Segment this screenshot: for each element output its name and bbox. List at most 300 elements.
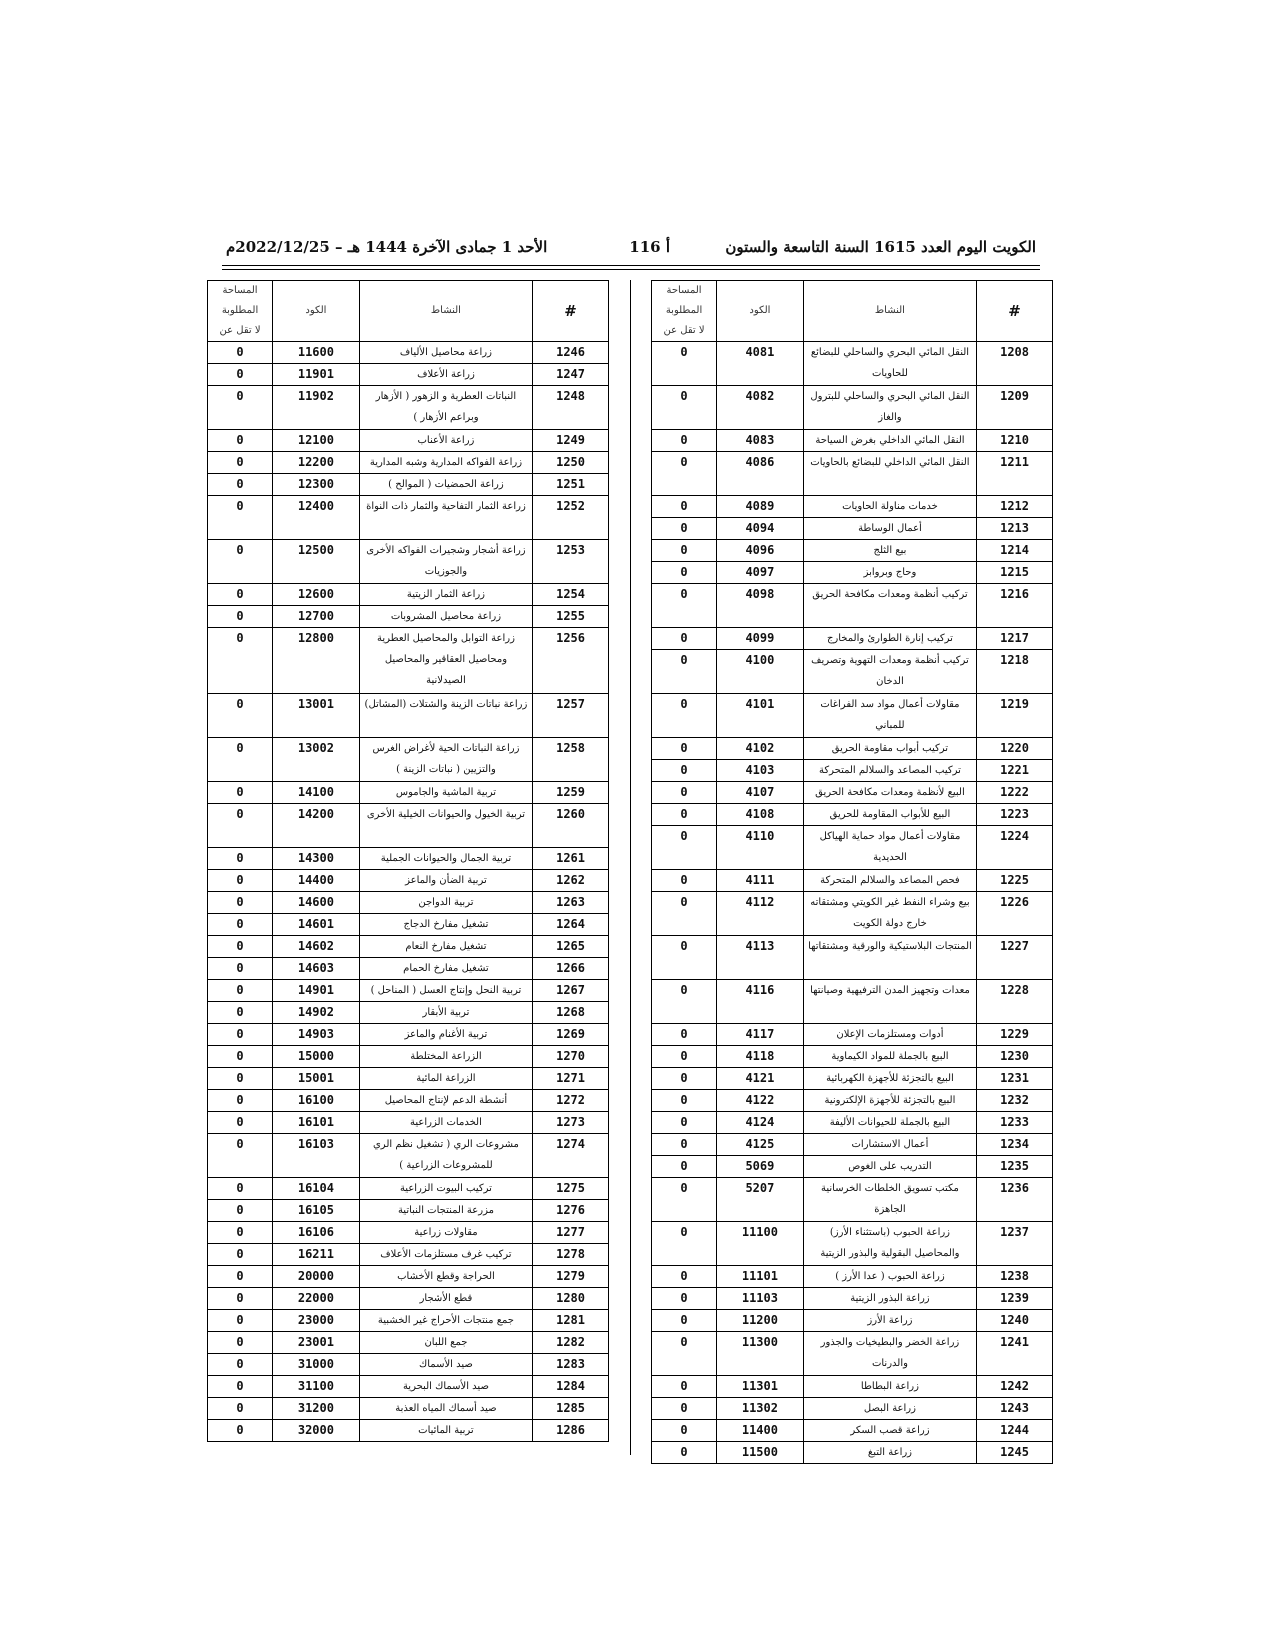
- table-row: [652, 1046, 1053, 1068]
- table-row: [652, 1288, 1053, 1310]
- activity-name: قطع الأشجار: [359, 1288, 532, 1310]
- row-number: 1272: [533, 1090, 609, 1112]
- activity-code: 14200: [273, 804, 360, 848]
- row-number: 1282: [533, 1332, 609, 1354]
- activity-name: تربية الجمال والحيوانات الجملية: [359, 848, 532, 870]
- activity-name: زراعة التوابل والمحاصيل العطرية ومحاصيل العقاقير والمحاصيل الصيدلانية: [359, 628, 532, 694]
- row-number: 1262: [533, 870, 609, 892]
- activity-name: زراعة البطاطا: [803, 1376, 976, 1398]
- activity-name: زراعة البذور الزيتية: [803, 1288, 976, 1310]
- row-number: 1250: [533, 452, 609, 474]
- row-number: 1232: [977, 1090, 1053, 1112]
- min-area: 0: [652, 826, 717, 870]
- table-row: [652, 936, 1053, 980]
- activity-code: 11302: [717, 1398, 804, 1420]
- activity-name: زراعة قصب السكر: [803, 1420, 976, 1442]
- table-row: [652, 980, 1053, 1024]
- header-area-line2: المطلوبة: [665, 305, 703, 316]
- activity-name: زراعة الأعناب: [359, 430, 532, 452]
- row-number: 1246: [533, 342, 609, 364]
- table-row: [208, 1112, 609, 1134]
- row-number: 1240: [977, 1310, 1053, 1332]
- row-number: 1253: [533, 540, 609, 584]
- activity-code: 11300: [717, 1332, 804, 1376]
- activity-code: 14902: [273, 1002, 360, 1024]
- row-number: 1254: [533, 584, 609, 606]
- min-area: 0: [652, 540, 717, 562]
- row-number: 1224: [977, 826, 1053, 870]
- row-number: 1259: [533, 782, 609, 804]
- table-row: [208, 848, 609, 870]
- row-number: 1278: [533, 1244, 609, 1266]
- header-rule-thin: [222, 269, 1040, 270]
- table-row: [652, 1068, 1053, 1090]
- table-row: [208, 694, 609, 738]
- activity-name: زراعة الأرز: [803, 1310, 976, 1332]
- min-area: 0: [652, 496, 717, 518]
- activity-code: 4097: [717, 562, 804, 584]
- table-row: [208, 980, 609, 1002]
- activity-code: 5069: [717, 1156, 804, 1178]
- activity-code: 4124: [717, 1112, 804, 1134]
- header-area-line3: لا تقل عن: [663, 325, 705, 336]
- min-area: 0: [652, 386, 717, 430]
- activity-code: 14600: [273, 892, 360, 914]
- row-number: 1266: [533, 958, 609, 980]
- min-area: 0: [208, 452, 273, 474]
- activity-code: 4089: [717, 496, 804, 518]
- row-number: 1243: [977, 1398, 1053, 1420]
- row-number: 1281: [533, 1310, 609, 1332]
- activity-code: 4125: [717, 1134, 804, 1156]
- issue-date: الأحد 1 جمادى الآخرة 1444 هـ – 2022/12/25م: [226, 238, 548, 256]
- header-area-line2: المطلوبة: [221, 305, 259, 316]
- row-number: 1212: [977, 496, 1053, 518]
- activity-name: فحص المصاعد والسلالم المتحركة: [803, 870, 976, 892]
- min-area: 0: [652, 936, 717, 980]
- activity-name: زراعة محاصيل الألياف: [359, 342, 532, 364]
- row-number: 1283: [533, 1354, 609, 1376]
- table-row: [208, 1376, 609, 1398]
- row-number: 1239: [977, 1288, 1053, 1310]
- activity-name: زراعة نباتات الزينة والشتلات (المشاتل): [359, 694, 532, 738]
- row-number: 1258: [533, 738, 609, 782]
- row-number: 1211: [977, 452, 1053, 496]
- table-row: [652, 1398, 1053, 1420]
- table-row: [208, 430, 609, 452]
- table-row: [652, 804, 1053, 826]
- min-area: 0: [208, 1310, 273, 1332]
- row-number: 1270: [533, 1046, 609, 1068]
- table-row: [652, 1376, 1053, 1398]
- row-number: 1226: [977, 892, 1053, 936]
- activity-name: البيع لأنظمة ومعدات مكافحة الحريق: [803, 782, 976, 804]
- row-number: 1228: [977, 980, 1053, 1024]
- min-area: 0: [208, 474, 273, 496]
- row-number: 1263: [533, 892, 609, 914]
- activity-name: أعمال الوساطة: [803, 518, 976, 540]
- activity-code: 4102: [717, 738, 804, 760]
- activity-code: 12700: [273, 606, 360, 628]
- min-area: 0: [208, 1420, 273, 1442]
- table-row: [208, 1134, 609, 1178]
- table-row: [208, 1332, 609, 1354]
- row-number: 1242: [977, 1376, 1053, 1398]
- min-area: 0: [208, 342, 273, 364]
- activity-name: تشغيل مفارخ الحمام: [359, 958, 532, 980]
- table-row: [208, 1178, 609, 1200]
- table-row: [652, 540, 1053, 562]
- header-code: الكود: [273, 281, 360, 342]
- min-area: 0: [652, 1398, 717, 1420]
- table-row: [208, 1310, 609, 1332]
- activity-code: 23001: [273, 1332, 360, 1354]
- min-area: 0: [208, 540, 273, 584]
- row-number: 1213: [977, 518, 1053, 540]
- min-area: 0: [208, 782, 273, 804]
- table-row: [208, 1222, 609, 1244]
- table-row: [208, 1002, 609, 1024]
- row-number: 1217: [977, 628, 1053, 650]
- table-row: [652, 562, 1053, 584]
- activity-code: 20000: [273, 1266, 360, 1288]
- activity-name: زراعة الحمضيات ( الموالح ): [359, 474, 532, 496]
- row-number: 1245: [977, 1442, 1053, 1464]
- min-area: 0: [208, 1068, 273, 1090]
- row-number: 1274: [533, 1134, 609, 1178]
- row-number: 1248: [533, 386, 609, 430]
- header-area-line1: المساحة: [222, 285, 258, 296]
- activity-name: بيع وشراء النفط غير الكويتي ومشتقاته خارج دولة الكويت: [803, 892, 976, 936]
- activity-code: 14602: [273, 936, 360, 958]
- min-area: 0: [208, 694, 273, 738]
- activity-name: تشغيل مفارخ النعام: [359, 936, 532, 958]
- row-number: 1265: [533, 936, 609, 958]
- table-row: [652, 826, 1053, 870]
- min-area: 0: [208, 1002, 273, 1024]
- column-divider: [630, 280, 631, 1455]
- activity-name: تركيب المصاعد والسلالم المتحركة: [803, 760, 976, 782]
- row-number: 1216: [977, 584, 1053, 628]
- activity-name: أعمال الاستشارات: [803, 1134, 976, 1156]
- min-area: 0: [208, 1266, 273, 1288]
- row-number: 1249: [533, 430, 609, 452]
- min-area: 0: [208, 364, 273, 386]
- activity-name: معدات وتجهيز المدن الترفيهية وصيانتها: [803, 980, 976, 1024]
- min-area: 0: [652, 1420, 717, 1442]
- activity-code: 11100: [717, 1222, 804, 1266]
- min-area: 0: [208, 1288, 273, 1310]
- activity-name: زراعة محاصيل المشروبات: [359, 606, 532, 628]
- header-num: #: [977, 281, 1053, 342]
- header-area-line1: المساحة: [666, 285, 702, 296]
- activity-name: زراعة أشجار وشجيرات الفواكه الأخرى والجوزيات: [359, 540, 532, 584]
- activity-name: بيع الثلج: [803, 540, 976, 562]
- activity-code: 12300: [273, 474, 360, 496]
- activity-code: 15000: [273, 1046, 360, 1068]
- gazette-title: الكويت اليوم العدد 1615 السنة التاسعة والستون: [725, 238, 1036, 256]
- min-area: 0: [652, 738, 717, 760]
- header-activity: النشاط: [359, 281, 532, 342]
- table-row: [652, 452, 1053, 496]
- table-row: [652, 518, 1053, 540]
- min-area: 0: [208, 914, 273, 936]
- table-row: [208, 936, 609, 958]
- activity-code: 14903: [273, 1024, 360, 1046]
- activity-name: النقل المائي البحري والساحلي للبضائع للحاويات: [803, 342, 976, 386]
- activity-name: صيد الأسماك: [359, 1354, 532, 1376]
- min-area: 0: [652, 870, 717, 892]
- min-area: 0: [652, 980, 717, 1024]
- activity-name: المنتجات البلاستيكية والورقية ومشتقاتها: [803, 936, 976, 980]
- table-row: [208, 958, 609, 980]
- table-row: [652, 1134, 1053, 1156]
- table-row: [208, 892, 609, 914]
- activity-name: مقاولات أعمال مواد حماية الهياكل الحديدية: [803, 826, 976, 870]
- activity-name: البيع بالجملة للمواد الكيماوية: [803, 1046, 976, 1068]
- activity-code: 16101: [273, 1112, 360, 1134]
- table-row: [208, 782, 609, 804]
- row-number: 1230: [977, 1046, 1053, 1068]
- table-row: [208, 540, 609, 584]
- activity-name: البيع للأبواب المقاومة للحريق: [803, 804, 976, 826]
- header-rule: [222, 265, 1040, 266]
- table-row: [208, 1398, 609, 1420]
- activity-name: تركيب إنارة الطوارئ والمخارج: [803, 628, 976, 650]
- row-number: 1279: [533, 1266, 609, 1288]
- row-number: 1260: [533, 804, 609, 848]
- activity-code: 14400: [273, 870, 360, 892]
- row-number: 1257: [533, 694, 609, 738]
- activity-code: 4116: [717, 980, 804, 1024]
- row-number: 1210: [977, 430, 1053, 452]
- activity-name: النقل المائي الداخلي للبضائع بالحاويات: [803, 452, 976, 496]
- activity-code: 4100: [717, 650, 804, 694]
- activity-code: 31000: [273, 1354, 360, 1376]
- row-number: 1244: [977, 1420, 1053, 1442]
- activity-code: 11301: [717, 1376, 804, 1398]
- table-row: [652, 892, 1053, 936]
- min-area: 0: [208, 584, 273, 606]
- activity-code: 4111: [717, 870, 804, 892]
- activity-code: 32000: [273, 1420, 360, 1442]
- activity-code: 14601: [273, 914, 360, 936]
- activity-name: الحراجة وقطع الأخشاب: [359, 1266, 532, 1288]
- min-area: 0: [208, 1178, 273, 1200]
- activity-code: 4122: [717, 1090, 804, 1112]
- activity-code: 4094: [717, 518, 804, 540]
- activity-name: تركيب أبواب مقاومة الحريق: [803, 738, 976, 760]
- activity-name: صيد الأسماك البحرية: [359, 1376, 532, 1398]
- min-area: 0: [652, 1266, 717, 1288]
- activity-code: 14603: [273, 958, 360, 980]
- min-area: 0: [208, 1200, 273, 1222]
- min-area: 0: [208, 1398, 273, 1420]
- min-area: 0: [208, 958, 273, 980]
- activity-name: تربية الأبقار: [359, 1002, 532, 1024]
- activity-name: زراعة الثمار التفاحية والثمار ذات النواة: [359, 496, 532, 540]
- activity-name: زراعة البصل: [803, 1398, 976, 1420]
- row-number: 1286: [533, 1420, 609, 1442]
- activity-code: 16105: [273, 1200, 360, 1222]
- activity-code: 5207: [717, 1178, 804, 1222]
- min-area: 0: [208, 980, 273, 1002]
- activity-name: التدريب على الغوص: [803, 1156, 976, 1178]
- min-area: 0: [208, 1024, 273, 1046]
- table-row: [208, 1244, 609, 1266]
- activity-name: أنشطة الدعم لإنتاج المحاصيل: [359, 1090, 532, 1112]
- min-area: 0: [652, 1112, 717, 1134]
- min-area: 0: [652, 1178, 717, 1222]
- activity-name: تركيب أنظمة ومعدات مكافحة الحريق: [803, 584, 976, 628]
- activity-name: البيع بالتجزئة للأجهزة الإلكترونية: [803, 1090, 976, 1112]
- activity-code: 4112: [717, 892, 804, 936]
- table-row: [208, 914, 609, 936]
- table-row: [652, 386, 1053, 430]
- table-row: [652, 1222, 1053, 1266]
- activity-code: 11901: [273, 364, 360, 386]
- activity-name: مقاولات أعمال مواد سد الفراغات للمباني: [803, 694, 976, 738]
- min-area: 0: [208, 1354, 273, 1376]
- min-area: 0: [208, 1376, 273, 1398]
- activity-name: زراعة الحبوب ( عدا الأرز ): [803, 1266, 976, 1288]
- min-area: 0: [652, 1376, 717, 1398]
- activity-code: 12100: [273, 430, 360, 452]
- activity-name: الزراعة المختلطة: [359, 1046, 532, 1068]
- activity-name: تركيب البيوت الزراعية: [359, 1178, 532, 1200]
- min-area: 0: [208, 870, 273, 892]
- min-area: 0: [652, 452, 717, 496]
- activity-code: 12400: [273, 496, 360, 540]
- table-row: [208, 1090, 609, 1112]
- min-area: 0: [652, 1068, 717, 1090]
- row-number: 1238: [977, 1266, 1053, 1288]
- min-area: 0: [652, 628, 717, 650]
- min-area: 0: [208, 1090, 273, 1112]
- table-row: [652, 1310, 1053, 1332]
- activity-code: 11101: [717, 1266, 804, 1288]
- row-number: 1275: [533, 1178, 609, 1200]
- header-num: #: [533, 281, 609, 342]
- activity-code: 12800: [273, 628, 360, 694]
- table-row: [208, 452, 609, 474]
- activity-name: تربية الخيول والحيوانات الخيلية الأخرى: [359, 804, 532, 848]
- activity-name: مشروعات الري ( تشغيل نظم الري للمشروعات الزراعية ): [359, 1134, 532, 1178]
- table-row: [208, 628, 609, 694]
- table-row: [652, 738, 1053, 760]
- min-area: 0: [208, 1332, 273, 1354]
- min-area: 0: [208, 1112, 273, 1134]
- min-area: 0: [652, 1222, 717, 1266]
- header-activity: النشاط: [803, 281, 976, 342]
- table-row: [652, 1090, 1053, 1112]
- min-area: 0: [652, 1046, 717, 1068]
- activity-name: تربية الدواجن: [359, 892, 532, 914]
- activity-name: زراعة الخضر والبطيخيات والجذور والدرنات: [803, 1332, 976, 1376]
- row-number: 1255: [533, 606, 609, 628]
- min-area: 0: [652, 342, 717, 386]
- min-area: 0: [208, 386, 273, 430]
- table-row: [652, 1112, 1053, 1134]
- activity-name: صيد أسماك المياه العذبة: [359, 1398, 532, 1420]
- row-number: 1280: [533, 1288, 609, 1310]
- activity-name: زراعة الفواكه المدارية وشبه المدارية: [359, 452, 532, 474]
- activity-name: جمع اللبان: [359, 1332, 532, 1354]
- row-number: 1234: [977, 1134, 1053, 1156]
- activity-code: 31100: [273, 1376, 360, 1398]
- activity-code: 16104: [273, 1178, 360, 1200]
- table-row: [652, 650, 1053, 694]
- row-number: 1236: [977, 1178, 1053, 1222]
- activity-name: مكتب تسويق الخلطات الخرسانية الجاهزة: [803, 1178, 976, 1222]
- table-row: [208, 1266, 609, 1288]
- activity-code: 4099: [717, 628, 804, 650]
- table-row: [652, 1266, 1053, 1288]
- activity-name: النباتات العطرية و الزهور ( الأزهار وبراعم الأزهار ): [359, 386, 532, 430]
- min-area: 0: [208, 1244, 273, 1266]
- activity-name: خدمات مناولة الحاويات: [803, 496, 976, 518]
- min-area: 0: [652, 1310, 717, 1332]
- min-area: 0: [652, 782, 717, 804]
- activity-name: جمع منتجات الأحراج غير الخشبية: [359, 1310, 532, 1332]
- activity-code: 11103: [717, 1288, 804, 1310]
- row-number: 1209: [977, 386, 1053, 430]
- min-area: 0: [208, 804, 273, 848]
- activity-code: 16106: [273, 1222, 360, 1244]
- activity-code: 4103: [717, 760, 804, 782]
- row-number: 1247: [533, 364, 609, 386]
- min-area: 0: [652, 1090, 717, 1112]
- table-row: [208, 364, 609, 386]
- header-area: [652, 281, 717, 342]
- table-row: [208, 1200, 609, 1222]
- row-number: 1227: [977, 936, 1053, 980]
- activity-name: مقاولات زراعية: [359, 1222, 532, 1244]
- row-number: 1241: [977, 1332, 1053, 1376]
- min-area: 0: [652, 430, 717, 452]
- table-row: [652, 628, 1053, 650]
- activity-code: 11902: [273, 386, 360, 430]
- min-area: 0: [208, 496, 273, 540]
- row-number: 1269: [533, 1024, 609, 1046]
- row-number: 1235: [977, 1156, 1053, 1178]
- row-number: 1221: [977, 760, 1053, 782]
- activities-table-left: [207, 280, 609, 1442]
- activity-code: 4098: [717, 584, 804, 628]
- min-area: 0: [652, 584, 717, 628]
- activity-name: مزرعة المنتجات النباتية: [359, 1200, 532, 1222]
- table-row: [208, 1354, 609, 1376]
- activity-name: النقل المائي الداخلي بغرض السياحة: [803, 430, 976, 452]
- table-row: [652, 1178, 1053, 1222]
- activity-name: تركيب أنظمة ومعدات التهوية وتصريف الدخان: [803, 650, 976, 694]
- activity-name: تربية الأغنام والماعز: [359, 1024, 532, 1046]
- activity-code: 4101: [717, 694, 804, 738]
- activity-name: وحاج وبروابز: [803, 562, 976, 584]
- header-area-line3: لا تقل عن: [219, 325, 261, 336]
- row-number: 1277: [533, 1222, 609, 1244]
- activity-code: 4121: [717, 1068, 804, 1090]
- row-number: 1215: [977, 562, 1053, 584]
- activity-code: 22000: [273, 1288, 360, 1310]
- activity-name: البيع بالتجزئة للأجهزة الكهربائية: [803, 1068, 976, 1090]
- row-number: 1218: [977, 650, 1053, 694]
- min-area: 0: [208, 430, 273, 452]
- row-number: 1268: [533, 1002, 609, 1024]
- activity-name: الخدمات الزراعية: [359, 1112, 532, 1134]
- min-area: 0: [652, 694, 717, 738]
- activities-table-right: [651, 280, 1053, 1464]
